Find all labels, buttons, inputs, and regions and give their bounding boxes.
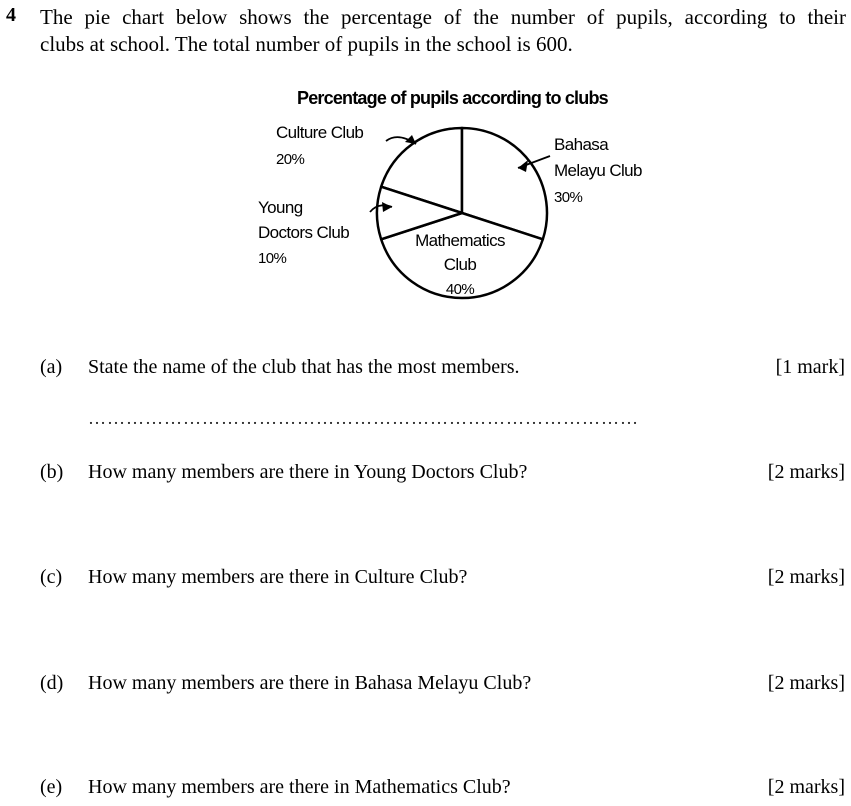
intro-line-1: The pie chart below shows the percentage of the number of pupils, according to their bbox=[40, 5, 846, 29]
question-b-label: (b) bbox=[40, 461, 64, 483]
pie-label-culture-club: Culture Club 20% bbox=[276, 123, 364, 168]
answer-line[interactable]: …………………………………………………………………………… bbox=[88, 408, 639, 428]
question-a-text: State the name of the club that has the most members. bbox=[88, 356, 520, 378]
question-e-label: (e) bbox=[40, 776, 63, 798]
question-c bbox=[0, 566, 851, 596]
question-a bbox=[0, 356, 851, 386]
question-b-marks: [2 marks] bbox=[767, 461, 845, 483]
pie-label-mathematics-club: Mathematics Club 40% bbox=[415, 231, 505, 298]
chart-title: Percentage of pupils according to clubs bbox=[297, 88, 608, 108]
question-e-marks: [2 marks] bbox=[767, 776, 845, 798]
intro-line-2: clubs at school. The total number of pupils in the school is 600. bbox=[40, 32, 573, 56]
question-number: 4 bbox=[6, 4, 16, 26]
question-c-marks: [2 marks] bbox=[767, 566, 845, 588]
question-c-text: How many members are there in Culture Club? bbox=[88, 566, 468, 588]
question-c-label: (c) bbox=[40, 566, 63, 588]
question-d-text: How many members are there in Bahasa Melayu Club? bbox=[88, 672, 532, 694]
question-intro bbox=[40, 4, 846, 58]
question-e bbox=[0, 776, 851, 806]
question-d-marks: [2 marks] bbox=[767, 672, 845, 694]
pie-leader-culture-club-arrow bbox=[386, 135, 416, 144]
question-d bbox=[0, 672, 851, 702]
pie-label-young-doctors-club: Young Doctors Club 10% bbox=[258, 198, 350, 267]
question-b-text: How many members are there in Young Doctors Club? bbox=[88, 461, 528, 483]
question-e-text: How many members are there in Mathematics Club? bbox=[88, 776, 511, 798]
pie-label-bahasa-melayu-club: Bahasa Melayu Club 30% bbox=[554, 135, 642, 206]
question-d-label: (d) bbox=[40, 672, 64, 694]
pie-chart bbox=[250, 80, 670, 310]
question-b bbox=[0, 461, 851, 491]
question-a-label: (a) bbox=[40, 356, 63, 378]
question-a-marks: [1 mark] bbox=[775, 356, 845, 378]
